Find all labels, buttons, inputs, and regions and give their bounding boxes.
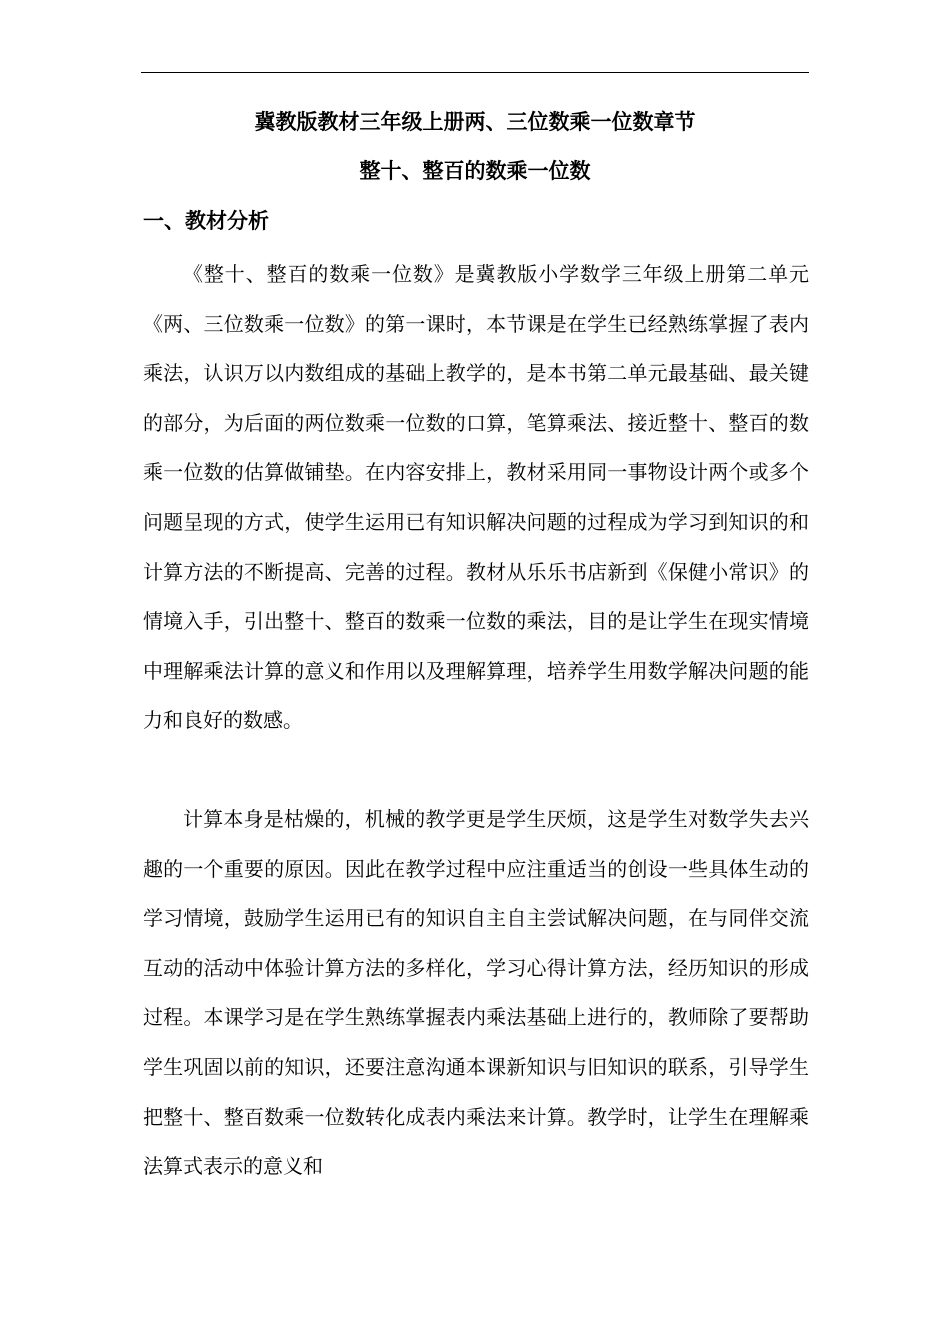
document-title: 冀教版教材三年级上册两、三位数乘一位数章节 xyxy=(254,109,696,134)
header-rule xyxy=(141,72,809,73)
paragraph-calculation-teaching: 计算本身是枯燥的，机械的教学更是学生厌烦，这是学生对数学失去兴趣的一个重要的原因。因此在教学过程中应注重适当的创设一些具体生动的学习情境，鼓励学生运用已有的知识自主自主尝试解决问题，在与同伴交流互动的活动中体验计算方法的多样化，学习心得计算方法，经历知识的形成过程。本课学习是在学生熟练掌握表内乘法基础上进行的，教师除了要帮助学生巩固以前的知识，还要注意沟通本课新知识与旧知识的联系，引导学生把整十、整百数乘一位数转化成表内乘法来计算。教学时，让学生在理解乘法算式表示的意义和 xyxy=(143,807,809,1179)
section-heading-textbook-analysis: 一、教材分析 xyxy=(143,208,269,233)
paragraph-textbook-analysis: 《整十、整百的数乘一位数》是冀教版小学数学三年级上册第二单元《两、三位数乘一位数》的第一课时，本节课是在学生已经熟练掌握了表内乘法，认识万以内数组成的基础上教学的，是本书第二单元最基础、最关键的部分，为后面的两位数乘一位数的口算，笔算乘法、接近整十、整百的数乘一位数的估算做铺垫。在内容安排上，教材采用同一事物设计两个或多个问题呈现的方式，使学生运用已有知识解决问题的过程成为学习到知识的和计算方法的不断提高、完善的过程。教材从乐乐书店新到《保健小常识》的情境入手，引出整十、整百的数乘一位数的乘法，目的是让学生在现实情境中理解乘法计算的意义和作用以及理解算理，培养学生用数学解决问题的能力和良好的数感。 xyxy=(143,262,809,733)
document-subtitle: 整十、整百的数乘一位数 xyxy=(359,158,591,183)
